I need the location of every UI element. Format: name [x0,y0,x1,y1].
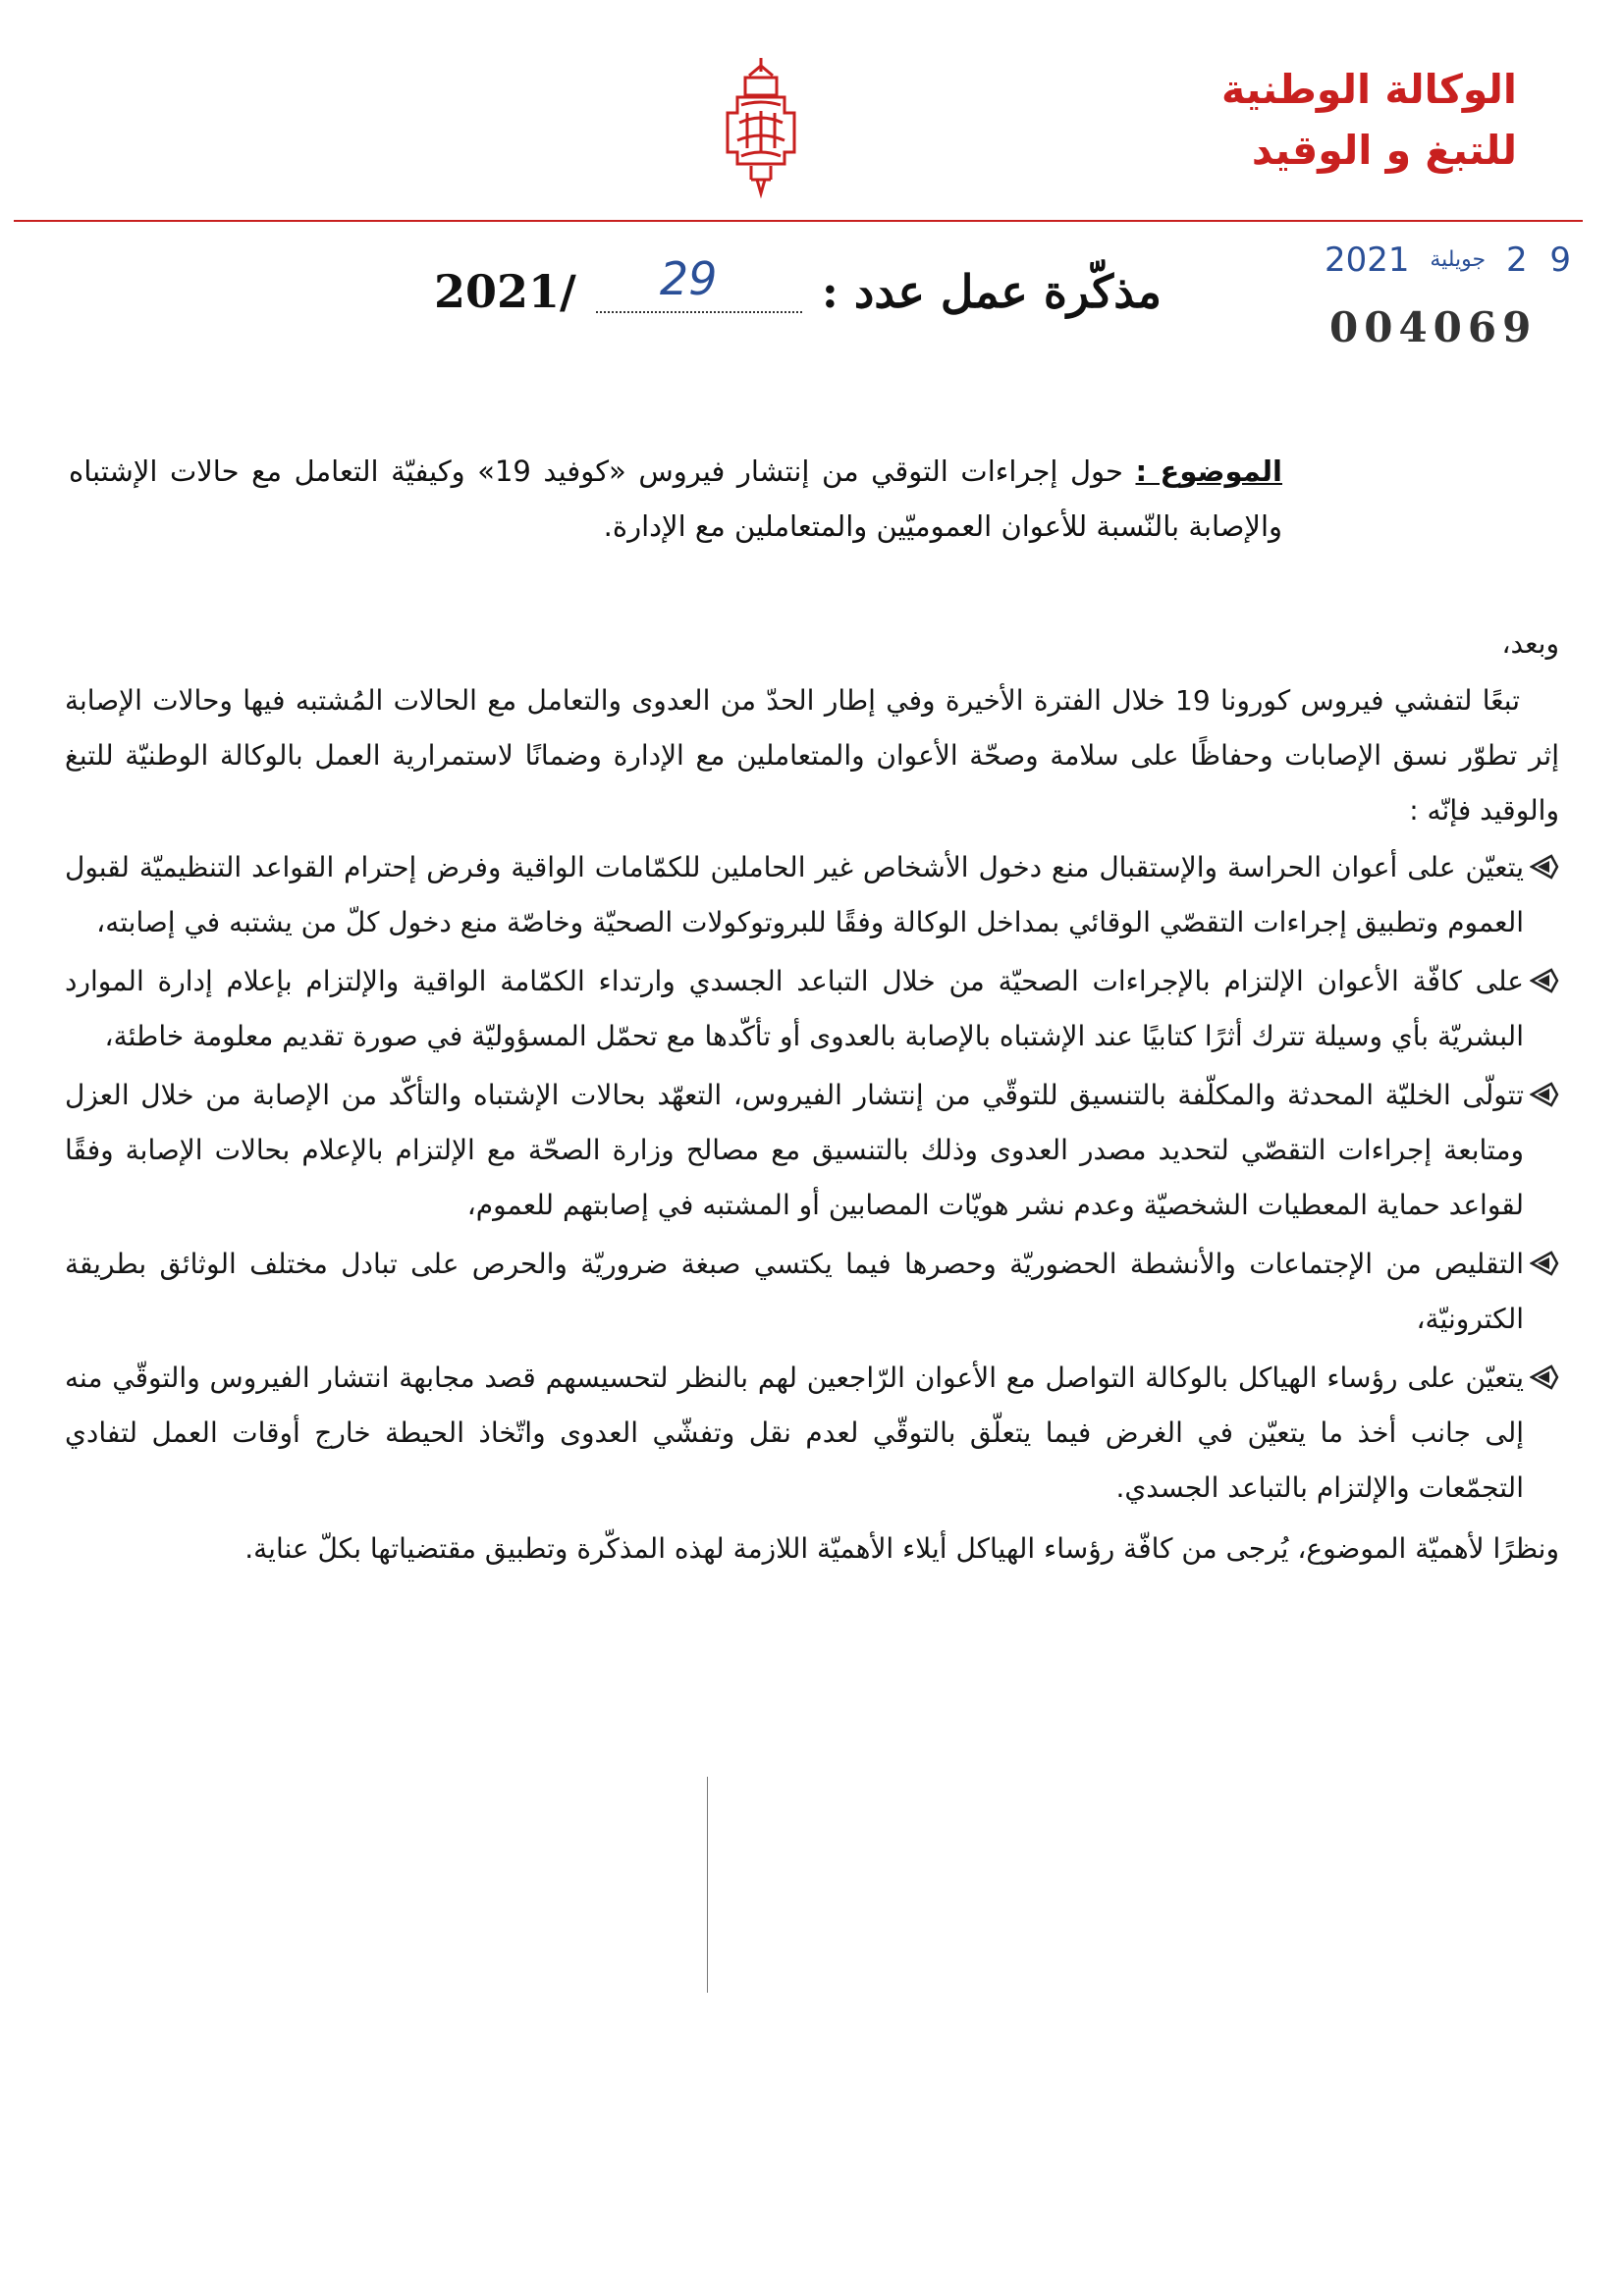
directive-item [65,1068,1559,1233]
memo-title-text: مذكّرة عمل عدد : [821,265,1162,318]
reference-date-month: جويلية [1430,246,1487,272]
reference-date-stamp [1325,236,1577,281]
intro-paragraph: تبعًا لتفشي فيروس كورونا 19 خلال الفترة الأخيرة وفي إطار الحدّ من العدوى والتعامل مع الحالات المُشتبه فيها وحالات الإصابة إثر تطوّر نسق الإصابات وحفاظًا على سلامة وصحّة الأعوان والمتعاملين مع الإدارة وضمانًا لاستمرارية العمل بالوكالة الوطنيّة للتبغ والوقيد فإنّه : [65,684,1559,827]
reference-date-day: 2 9 [1505,240,1578,280]
agency-name-line1: الوكالة الوطنية [1220,66,1517,113]
directive-text: التقليص من الإجتماعات والأنشطة الحضوريّة وحصرها فيما يكتسي صبغة ضروريّة والحرص على تبادل مختلف الوثائق بطريقة الكترونيّة، [65,1248,1524,1335]
directive-text: على كافّة الأعوان الإلتزام بالإجراءات الصحيّة من خلال التباعد الجسدي وارتداء الكمّامة الواقية والإلتزام بإعلام إدارة الموارد البشريّة بأي وسيلة تترك أثرًا كتابيًا عند الإشتباه بالإصابة بالعدوى أو تأكّدها مع تحمّل المسؤوليّة في صورة تقديم معلومة خاطئة، [65,965,1524,1052]
directive-text: يتعيّن على رؤساء الهياكل بالوكالة التواصل مع الأعوان الرّاجعين لهم بالنظر لتحسيسهم قصد مجابهة انتشار الفيروس والتوقّي منه إلى جانب أخذ ما يتعيّن في الغرض فيما يتعلّق بالتوقّي لعدم نقل وتفشّي العدوى واتّخاذ الحيطة خارج أوقات العمل لتفادي التجمّعات والإلتزام بالتباعد الجسدي. [65,1362,1524,1504]
memo-body [65,616,1559,1576]
directive-item [65,954,1559,1064]
directive-text: تتولّى الخليّة المحدثة والمكلّفة بالتنسيق للتوقّي من إنتشار الفيروس، التعهّد بحالات الإشتباه والتأكّد من الإصابة من خلال العزل ومتابعة إجراءات التقصّي لتحديد مصدر العدوى وذلك بالتنسيق مع مصالح وزارة الصحّة مع الإلتزام بالإعلام بحالات الإصابة وفقًا لقواعد حماية المعطيات الشخصيّة وعدم نشر هويّات المصابين أو المشتبه في إصابتهم للعموم، [65,1079,1524,1221]
memo-subject [69,444,1282,554]
memo-number-handwritten: 29 [659,252,718,305]
directive-text: يتعيّن على أعوان الحراسة والإستقبال منع دخول الأشخاص غير الحاملين للكمّامات الواقية وفرض إحترام القواعد التنظيميّة لقبول العموم وتطبيق إجراءات التقصّي الوقائي بمداخل الوكالة وفقًا للبروتوكولات الصحيّة وخاصّة منع دخول كلّ من يشتبه في إصابته، [65,851,1524,938]
closing-paragraph: ونظرًا لأهميّة الموضوع، يُرجى من كافّة رؤساء الهياكل أيلاء الأهميّة اللازمة لهذه المذكّرة وتطبيق مقتضياتها بكلّ عناية. [244,1532,1559,1565]
directive-item [65,1237,1559,1347]
memo-year: 2021/ [433,265,576,318]
reference-number: 004069 [1329,303,1538,351]
directive-item [65,840,1559,950]
directive-item [65,1351,1559,1516]
arrow-bullet-icon [1530,1082,1559,1107]
scan-margin-line [707,1777,708,1993]
directive-list [65,840,1559,1516]
arrow-bullet-icon [1530,1364,1559,1390]
agency-emblem-logo [712,54,810,201]
header-divider [14,220,1583,222]
memo-number-field [596,252,802,313]
greeting: وبعد، [1501,627,1559,660]
agency-name [1105,59,1517,181]
agency-name-line2: للتبغ و الوقيد [1251,127,1517,174]
subject-label: الموضوع : [1135,454,1282,488]
subject-text: حول إجراءات التوقي من إنتشار فيروس «كوفيد 19» وكيفيّة التعامل مع حالات الإشتباه والإصابة بالنّسبة للأعوان العموميّين والمتعاملين مع الإدارة. [69,454,1282,543]
arrow-bullet-icon [1530,968,1559,993]
reference-date-year: 2021 [1325,240,1410,280]
memo-title [433,252,1162,326]
arrow-bullet-icon [1530,1251,1559,1276]
arrow-bullet-icon [1530,854,1559,880]
